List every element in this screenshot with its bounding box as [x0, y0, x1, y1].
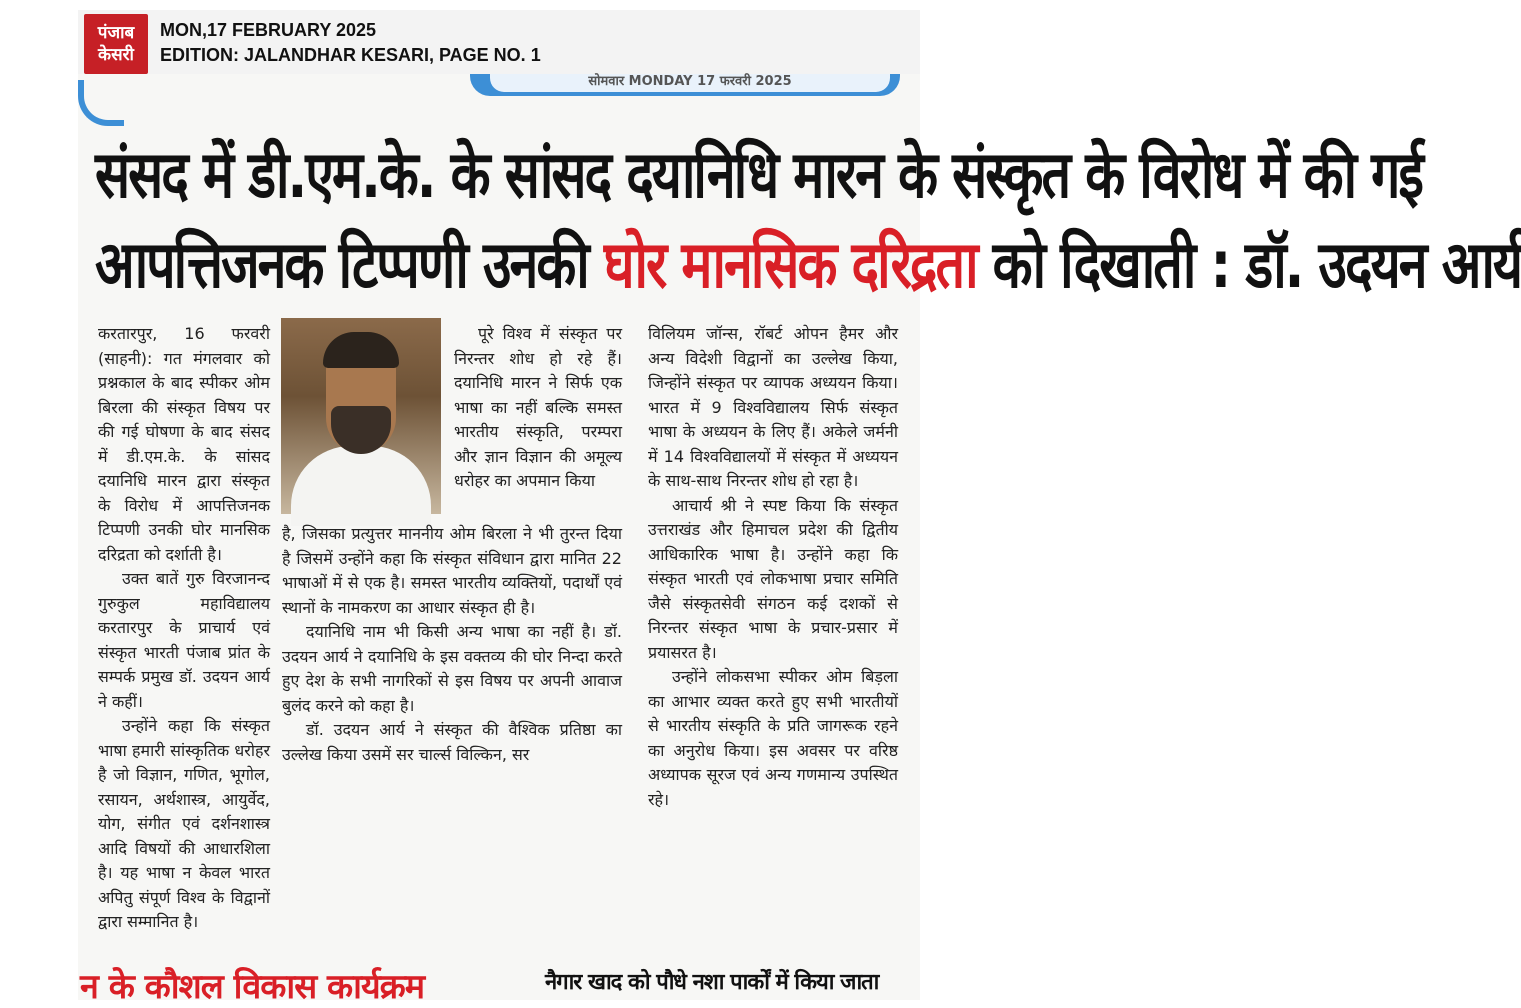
paragraph: विलियम जॉन्स, रॉबर्ट ओपन हैमर और अन्य विदेशी विद्वानों का उल्लेख किया, जिन्होंने संस्कृत पर व्यापक अध्ययन किया। भारत में 9 विश्वविद्यालय सिर्फ संस्कृत भाषा के अध्ययन के लिए हैं। अकेले जर्मनी में 14 विश्वविद्यालयों में संस्कृत में अध्ययन के साथ-साथ निरन्तर शोध हो रहा है। [648, 324, 898, 490]
headline-line-2-start: आपत्तिजनक टिप्पणी उनकी [95, 228, 604, 303]
logo-line-1: पंजाब [97, 23, 135, 43]
article-column-2-top [454, 322, 622, 494]
logo-line-2: केसरी [98, 45, 134, 65]
edition-info: EDITION: JALANDHAR KESARI, PAGE NO. 1 [160, 45, 541, 65]
paragraph: डॉ. उदयन आर्य ने संस्कृत की वैश्विक प्रतिष्ठा का उल्लेख किया उसमें सर चार्ल्स विल्किन, सर [282, 720, 622, 764]
article-column-2 [282, 522, 622, 767]
paragraph: उन्होंने कहा कि संस्कृत भाषा हमारी सांस्कृतिक धरोहर है जो विज्ञान, गणित, भूगोल, रसायन, अर्थशास्त्र, आयुर्वेद, योग, संगीत एवं दर्शनशास्त्र आदि विषयों की आधारशिला है। यह भाषा न केवल भारत अपितु संपूर्ण विश्व के विद्वानों द्वारा सम्मानित है। [98, 716, 270, 931]
masthead-strip-text: सोमवार MONDAY 17 फरवरी 2025 [490, 74, 890, 92]
article-column-3 [648, 322, 898, 812]
headline-line-2-end: को दिखाती : डॉ. उदयन आर्य [976, 228, 1521, 303]
paragraph: आचार्य श्री ने स्पष्ट किया कि संस्कृत उत्तराखंड और हिमाचल प्रदेश की द्वितीय आधिकारिक भाषा है। उन्होंने कहा कि संस्कृत भारती एवं लोकभाषा प्रचार समिति जैसे संस्कृतसेवी संगठन कई दशकों से निरन्तर संस्कृत भाषा के प्रचार-प्रसार में प्रयासरत है। [648, 495, 898, 662]
headline-line-1: संसद में डी.एम.के. के सांसद दयानिधि मारन के संस्कृत के विरोध में की गई [95, 138, 1422, 213]
person-photo [281, 318, 441, 514]
paragraph: उन्होंने लोकसभा स्पीकर ओम बिड़ला का आभार व्यक्त करते हुए सभी भारतीयों से भारतीय संस्कृति के प्रति जागरूक रहने का अनुरोध किया। इस अवसर पर वरिष्ठ अध्यापक सूरज एवं अन्य गणमान्य उपस्थित रहे। [648, 667, 898, 809]
article-column-1 [98, 322, 270, 935]
partial-headline-below: न के कौशल विकास कार्यक्रम [80, 967, 425, 1007]
partial-headline-right: नैगार खाद को पौधे नशा पार्कों में किया जाता [545, 970, 879, 995]
paragraph: है, जिसका प्रत्युत्तर माननीय ओम बिरला ने भी तुरन्त दिया है जिसमें उन्होंने कहा कि संस्कृत संविधान द्वारा मानित 22 भाषाओं में से एक है। समस्त भारतीय व्यक्तियों, पदार्थों एवं स्थानों के नामकरण का आधार संस्कृत ही है। [282, 524, 622, 617]
paragraph: दयानिधि नाम भी किसी अन्य भाषा का नहीं है। डॉ. उदयन आर्य ने दयानिधि के इस वक्तव्य की घोर निन्दा करते हुए देश के सभी नागरिकों से इस विषय पर अपनी आवाज बुलंद करने को कहा है। [282, 622, 622, 715]
paragraph: पूरे विश्व में संस्कृत पर निरन्तर शोध हो रहे हैं। दयानिधि मारन ने सिर्फ एक भाषा का नहीं बल्कि समस्त भारतीय संस्कृति, परम्परा और ज्ञान विज्ञान की अमूल्य धरोहर का अपमान किया [454, 324, 622, 490]
edition-date: MON,17 FEBRUARY 2025 [160, 20, 377, 40]
punjab-kesari-logo [84, 14, 148, 74]
paragraph: करतारपुर, 16 फरवरी (साहनी): गत मंगलवार को प्रश्नकाल के बाद स्पीकर ओम बिरला की संस्कृत विषय पर की गई घोषणा के बाद संसद में डी.एम.के. के सांसद दयानिधि मारन द्वारा संस्कृत के विरोध में आपत्तिजनक टिप्पणी उनकी घोर मानसिक दरिद्रता को दर्शाती है। [98, 324, 270, 564]
headline-line-2 [95, 218, 1521, 307]
paragraph: उक्त बातें गुरु विरजानन्द गुरुकुल महाविद्यालय करतारपुर के प्राचार्य एवं संस्कृत भारती पंजाब प्रांत के सम्पर्क प्रमुख डॉ. उदयन आर्य ने कहीं। [98, 569, 270, 711]
headline-highlight: घोर मानसिक दरिद्रता [603, 228, 977, 303]
